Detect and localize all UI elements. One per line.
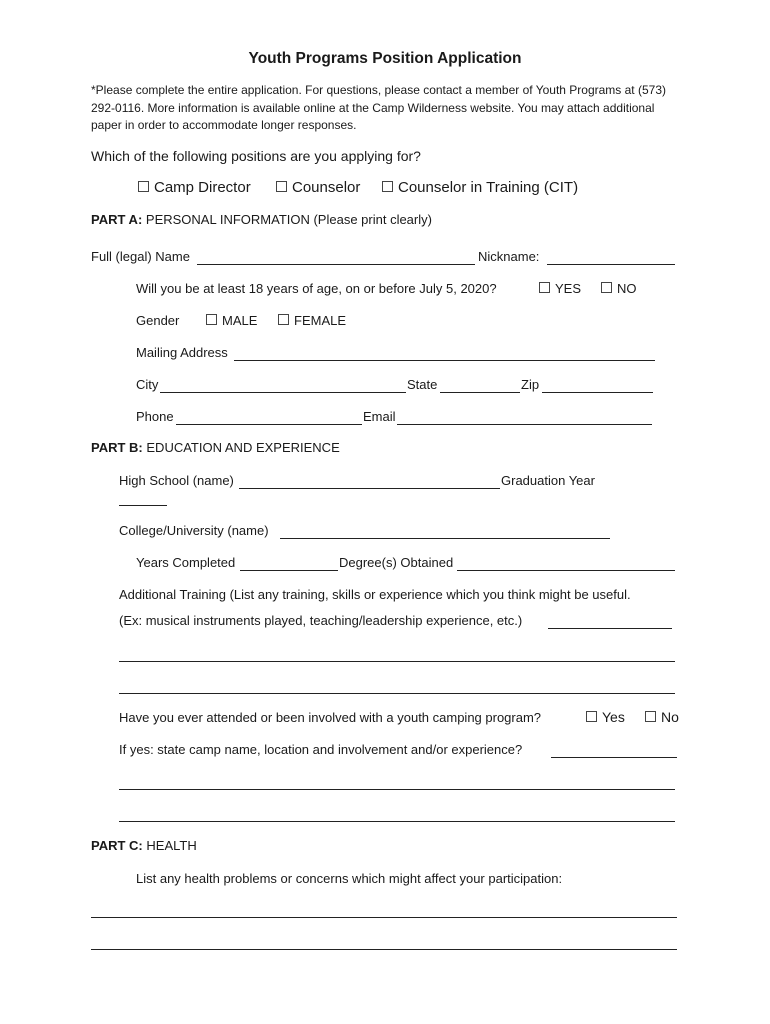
checkbox-icon[interactable] xyxy=(206,314,217,325)
years-completed-label: Years Completed xyxy=(136,555,236,570)
gender-male-option[interactable]: MALE xyxy=(206,313,257,328)
training-field-line[interactable] xyxy=(119,661,675,662)
camp-followup-line[interactable] xyxy=(119,789,675,790)
email-field[interactable] xyxy=(397,424,652,425)
intro-text: *Please complete the entire application. For questions, please contact a member of Youth Programs at (573) 292-0116. More information is available online at the Camp Wilderness website. You may attach additional paper in order to accommodate longer responses. xyxy=(91,83,666,132)
camp-question: Have you ever attended or been involved with a youth camping program? xyxy=(119,710,542,725)
health-field-line[interactable] xyxy=(91,917,677,918)
training-field-inline[interactable] xyxy=(548,628,672,629)
state-label: State xyxy=(407,377,438,392)
option-counselor[interactable]: Counselor xyxy=(276,179,360,196)
graduation-year-label: Graduation Year xyxy=(501,473,595,488)
mailing-address-label: Mailing Address xyxy=(136,345,228,360)
zip-field[interactable] xyxy=(542,392,653,393)
college-field[interactable] xyxy=(280,538,610,539)
age-no-option[interactable]: NO xyxy=(601,281,637,296)
camp-no-option[interactable]: No xyxy=(645,709,679,725)
years-completed-field[interactable] xyxy=(240,570,338,571)
training-field-line[interactable] xyxy=(119,693,675,694)
camp-followup-inline[interactable] xyxy=(551,757,677,758)
high-school-field[interactable] xyxy=(239,488,500,489)
camp-followup-line[interactable] xyxy=(119,821,675,822)
health-prompt: List any health problems or concerns which might affect your participation: xyxy=(136,871,563,886)
checkbox-icon[interactable] xyxy=(539,282,550,293)
degree-label: Degree(s) Obtained xyxy=(339,555,454,570)
part-b-heading: PART B: EDUCATION AND EXPERIENCE xyxy=(91,440,340,455)
state-field[interactable] xyxy=(440,392,520,393)
checkbox-icon[interactable] xyxy=(586,711,597,722)
email-label: Email xyxy=(363,409,396,424)
phone-label: Phone xyxy=(136,409,174,424)
part-c-heading: PART C: HEALTH xyxy=(91,838,197,853)
gender-female-option[interactable]: FEMALE xyxy=(278,313,346,328)
nickname-field[interactable] xyxy=(547,264,675,265)
graduation-year-field[interactable] xyxy=(119,505,167,506)
page-title: Youth Programs Position Application xyxy=(248,50,522,67)
option-cit[interactable]: Counselor in Training (CIT) xyxy=(382,179,578,196)
high-school-label: High School (name) xyxy=(119,473,234,488)
city-field[interactable] xyxy=(160,392,406,393)
health-field-line[interactable] xyxy=(91,949,677,950)
age-yes-option[interactable]: YES xyxy=(539,281,581,296)
college-label: College/University (name) xyxy=(119,523,269,538)
checkbox-icon[interactable] xyxy=(382,181,393,192)
full-name-label: Full (legal) Name xyxy=(91,249,190,264)
training-prompt-line2: (Ex: musical instruments played, teaching/leadership experience, etc.) xyxy=(119,613,523,628)
camp-yes-option[interactable]: Yes xyxy=(586,709,625,725)
gender-label: Gender xyxy=(136,313,180,328)
positions-question: Which of the following positions are you applying for? xyxy=(91,148,421,164)
option-camp-director[interactable]: Camp Director xyxy=(138,179,251,196)
zip-label: Zip xyxy=(521,377,540,392)
phone-field[interactable] xyxy=(176,424,362,425)
nickname-label: Nickname: xyxy=(478,249,540,264)
degree-field[interactable] xyxy=(457,570,675,571)
checkbox-icon[interactable] xyxy=(276,181,287,192)
camp-followup-label: If yes: state camp name, location and involvement and/or experience? xyxy=(119,742,523,757)
city-label: City xyxy=(136,377,159,392)
checkbox-icon[interactable] xyxy=(601,282,612,293)
part-a-heading: PART A: PERSONAL INFORMATION (Please print clearly) xyxy=(91,212,432,227)
mailing-address-field[interactable] xyxy=(234,360,655,361)
checkbox-icon[interactable] xyxy=(645,711,656,722)
full-name-field[interactable] xyxy=(197,264,475,265)
checkbox-icon[interactable] xyxy=(278,314,289,325)
checkbox-icon[interactable] xyxy=(138,181,149,192)
age-question: Will you be at least 18 years of age, on or before July 5, 2020? xyxy=(136,281,497,296)
training-prompt-line1: Additional Training (List any training, skills or experience which you think might be useful. xyxy=(119,587,631,602)
